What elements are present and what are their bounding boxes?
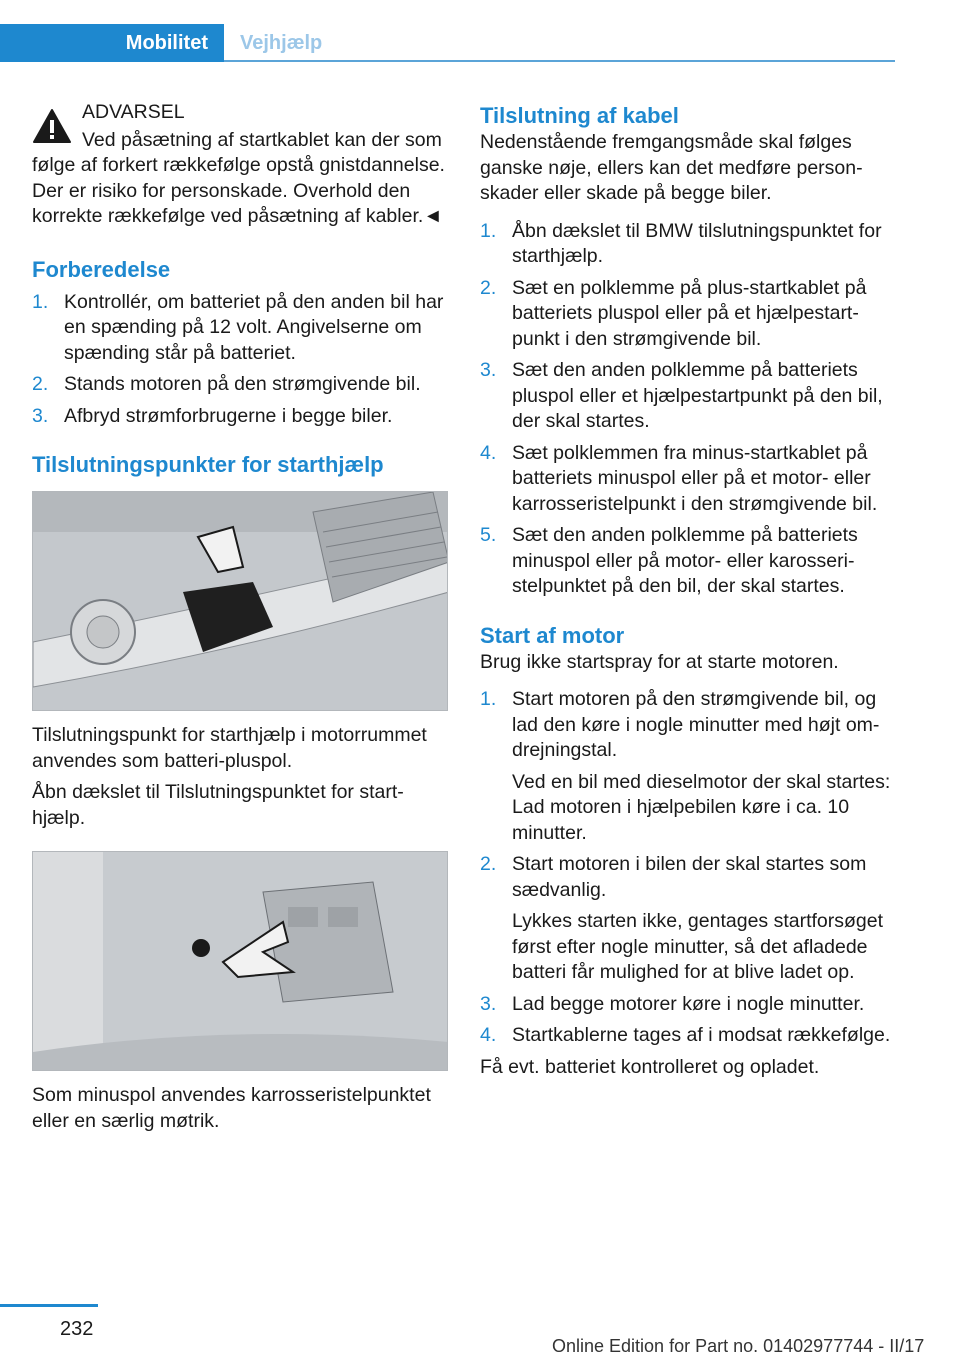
caption-minus: Som minuspol anvendes karrosseristelpunktet eller en særlig møtrik. (32, 1084, 431, 1132)
tab-mobilitet[interactable]: Mobilitet (0, 24, 224, 62)
list-item: 2. Start motoren i bilen der skal startes som sædvanlig. Lykkes starten ikke, gentages startforsøget først efter nogle minutter, så det afladede batteri får mulighed for at blive ladet op. (480, 852, 900, 986)
list-item: 2. Sæt en polklemme på plus-startkablet på batteriets pluspol eller på et hjælpestartpunkt i den strømgivende bil. (480, 276, 867, 350)
section-tabs (0, 24, 895, 62)
list-item-note: Lykkes starten ikke, gentages startforsøget først efter nogle minutter, så det afladede batteri får mulighed for at blive ladet op. (512, 910, 884, 983)
heading-forberedelse: Forberedelse (32, 256, 171, 282)
left-column (32, 100, 450, 1134)
start-steps (480, 687, 900, 1049)
list-item: 4. Startkablerne tages af i modsat rækkefølge. (480, 1024, 891, 1046)
caption-plus: Tilslutningspunkt for starthjælp i motorrummet anvendes som batteri-pluspol. (32, 724, 427, 772)
right-column (480, 100, 900, 1080)
list-item: 5. Sæt den anden polklemme på batteriets minuspol eller på motor- eller karosseristelpunktet på den bil, der skal startes. (480, 524, 858, 597)
engine-bay-photo-minus (32, 851, 448, 1071)
heading-tilslutning-af-kabel: Tilslutning af kabel (480, 103, 679, 128)
warning-text: Ved påsætning af startkablet kan der som følge af forkert rækkefølge opstå gnistdannelse. Der er risiko for personskade. Overhold den korrekte rækkefølge ved påsætning af kabler.◄ (32, 128, 445, 227)
kabel-intro: Nedenstående fremgangsmåde skal følges ganske nøje, ellers kan det medføre personskader eller skade på begge biler. (480, 131, 863, 204)
kabel-steps (480, 219, 900, 600)
heading-start-af-motor: Start af motor (480, 622, 625, 648)
list-item-note: Ved en bil med dieselmotor der skal startes: Lad motoren i hjælpebilen køre i ca. 10 minutter. (512, 770, 891, 844)
page-number: 232 (60, 1318, 94, 1340)
tab-vejhjaelp[interactable]: Vejhjælp (240, 32, 323, 54)
list-item: 4. Sæt polklemmen fra minus-startkablet på batteriets minuspol eller på et motor- eller karrosseristelpunkt i den strømgivende bil. (480, 441, 878, 515)
list-item: 1. Start motoren på den strømgivende bil, og lad den køre i nogle minutter med højt omdrejningstal. Ved en bil med dieselmotor der skal startes: Lad motoren i hjælpebilen køre i ca. 10 minutter. (480, 687, 900, 846)
list-item: 3. Sæt den anden polklemme på batteriets pluspol eller et hjælpestartpunkt på den bil, der skal startes. (480, 359, 883, 432)
warning-triangle-icon (32, 108, 72, 144)
engine-bay-photo-plus (32, 491, 448, 711)
list-item: 2. Stands motoren på den strømgivende bil. (32, 373, 421, 395)
warning-box (32, 100, 450, 230)
list-item: 3. Lad begge motorer køre i nogle minutter. (480, 992, 865, 1015)
paragraph-open-cover: Åbn dækslet til Tilslutningspunktet for starthjælp. (32, 781, 404, 829)
footer-rule (0, 1304, 98, 1307)
list-item: 1. Kontrollér, om batteriet på den anden bil har en spænding på 12 volt. Angivelserne om spænding står på batteriet. (32, 290, 444, 364)
list-item: 1. Åbn dækslet til BMW tilslutningspunktet for starthjælp. (480, 219, 882, 267)
heading-tilslutningspunkter: Tilslutningspunkter for starthjælp (32, 452, 384, 477)
warning-title: ADVARSEL (82, 101, 185, 123)
start-intro: Brug ikke startspray for at starte motoren. (480, 650, 839, 673)
edition-note: Online Edition for Part no. 01402977744 - II/17 (552, 1336, 925, 1356)
forberedelse-steps (32, 290, 450, 430)
start-outro: Få evt. batteriet kontrolleret og opladet. (480, 1055, 820, 1078)
list-item: 3. Afbryd strømforbrugerne i begge biler. (32, 404, 393, 427)
